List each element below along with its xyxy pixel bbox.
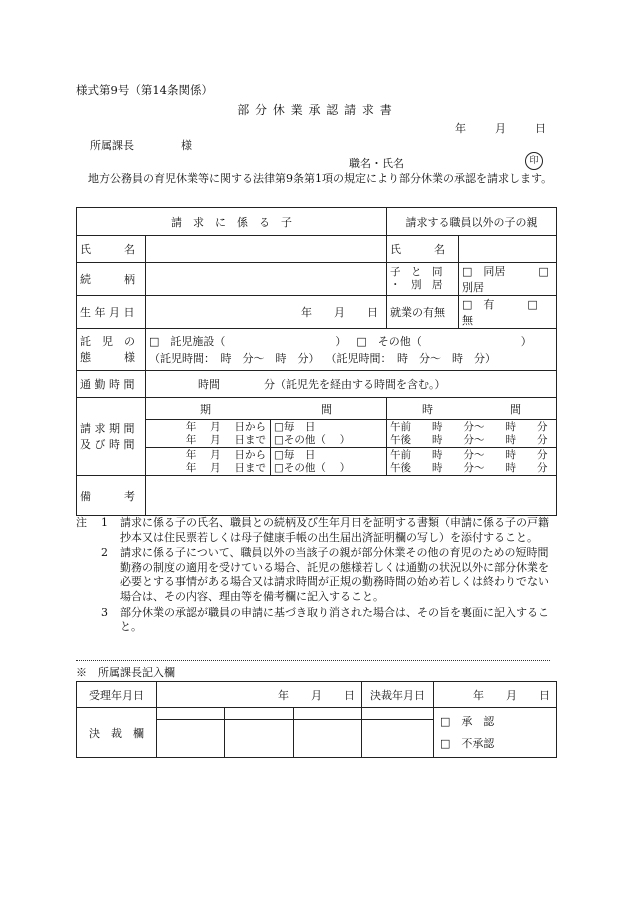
child-name-field[interactable] xyxy=(146,236,387,263)
cohabit-options[interactable]: □ 同居 □ 別居 xyxy=(459,263,557,296)
decision-date-label: 決裁年月日 xyxy=(362,682,434,708)
cohabit-label xyxy=(387,263,459,296)
received-field[interactable]: 年 月 日 xyxy=(157,682,362,708)
header-child: 請 求 に 係 る 子 xyxy=(77,208,387,236)
received-label: 受理年月日 xyxy=(77,682,157,708)
header-parent: 請求する職員以外の子の親 xyxy=(387,208,557,236)
notes-prefix: 注 xyxy=(76,516,87,529)
period-row-1-date[interactable]: 年 月 日から xyxy=(185,420,266,433)
remarks-field[interactable] xyxy=(146,476,557,516)
note-3-text: 部分休業の承認が職員の申請に基づき取り消された場合は、その旨を裏面に記入すること。 xyxy=(120,605,549,634)
reject-option[interactable]: □ 不承認 xyxy=(440,736,495,750)
parent-name-field[interactable] xyxy=(459,236,557,263)
care-field[interactable] xyxy=(146,329,557,371)
care-label-line2: 態 様 xyxy=(80,350,135,364)
decision-date-field[interactable]: 年 月 日 xyxy=(434,682,557,708)
note-2-num: 2 xyxy=(101,546,108,560)
care-facility-option[interactable]: □ 託児施設（ ） xyxy=(149,334,347,348)
care-other-option[interactable]: □ その他（ ） xyxy=(356,334,532,348)
note-1 xyxy=(76,516,556,545)
cohabit-label-line1: 子 と 同 xyxy=(390,266,443,278)
relation-field[interactable] xyxy=(146,263,387,296)
birth-label: 生 年 月 日 xyxy=(77,296,146,329)
divider-dotted xyxy=(76,660,550,661)
approval-stamp-4[interactable] xyxy=(362,720,434,758)
period-row-4-opt[interactable]: □その他（ ） xyxy=(274,461,351,474)
approval-stamp-4-title[interactable] xyxy=(362,708,434,720)
approve-option[interactable]: □ 承 認 xyxy=(440,714,495,728)
approval-stamp-3[interactable] xyxy=(294,720,362,758)
care-time-1: （託児時間： 時 分〜 時 分） xyxy=(149,351,320,365)
decision-options xyxy=(434,708,557,758)
period-row-2-date[interactable]: 年 月 日まで xyxy=(185,433,266,446)
period-row-3-opt[interactable]: □毎 日 xyxy=(274,448,316,461)
addressee-role: 所属課長 xyxy=(90,139,134,152)
parent-name-label: 氏 名 xyxy=(387,236,459,263)
date-year: 年 xyxy=(455,122,466,135)
period-header: 期 間 xyxy=(146,398,387,420)
date-month: 月 xyxy=(495,122,506,135)
period-row-2-opt[interactable]: □その他（ ） xyxy=(274,433,351,446)
employ-options[interactable]: □ 有 □ 無 xyxy=(459,296,557,329)
period-block-2 xyxy=(146,448,271,476)
cohabit-label-line2: ・ 別 居 xyxy=(390,279,443,291)
relation-label: 続 柄 xyxy=(77,263,146,296)
requester-label: 職名・氏名 xyxy=(349,157,404,170)
note-2-text: 請求に係る子について、職員以外の当該子の親が部分休業その他の育児のための短時間勤務の制度の適用を受けている場合、託児の態様若しくは通勤の状況以外に部分休業を必要とする事情がある場合又は請求時間が正規の勤務時間の始め若しくは終わりでない場合は、その内容、理由等を備考欄に記入すること。 xyxy=(120,546,549,603)
period-label xyxy=(77,398,146,476)
period-row-3-date[interactable]: 年 月 日から xyxy=(185,448,266,461)
period-row-1-opt[interactable]: □毎 日 xyxy=(274,420,316,433)
period-row-1-time[interactable]: 午前 時 分〜 時 分 xyxy=(390,420,548,433)
period-block-1-opts xyxy=(271,420,387,448)
seal-mark: 印 xyxy=(525,152,543,170)
period-row-2-time[interactable]: 午後 時 分〜 時 分 xyxy=(390,433,548,446)
date-day: 日 xyxy=(535,122,546,135)
birth-field[interactable]: 年 月 日 xyxy=(146,296,387,329)
period-row-3-time[interactable]: 午前 時 分〜 時 分 xyxy=(390,448,548,461)
approval-stamp-2-title[interactable] xyxy=(225,708,294,720)
supervisor-table xyxy=(76,681,557,758)
period-label-line1: 請 求 期 間 xyxy=(80,421,135,435)
period-label-line2: 及 び 時 間 xyxy=(80,437,135,451)
care-time-2: （託児時間： 時 分〜 時 分） xyxy=(325,351,496,365)
approval-stamp-1[interactable] xyxy=(157,720,225,758)
period-block-2-opts xyxy=(271,448,387,476)
approval-stamp-1-title[interactable] xyxy=(157,708,225,720)
note-1-num: 1 xyxy=(101,516,108,529)
date-line xyxy=(455,120,546,136)
form-number-label: 様式第9号（第14条関係） xyxy=(76,83,213,97)
care-label xyxy=(77,329,146,371)
note-1-text: 請求に係る子の氏名、職員との続柄及び生年月日を証明する書類（申請に係る子の戸籍抄本又は住民票若しくは母子健康手帳の出生届出済証明欄の写し）を添付すること。 xyxy=(120,516,549,544)
period-block-1 xyxy=(146,420,271,448)
supervisor-section-heading: ※ 所属課長記入欄 xyxy=(76,666,175,679)
employ-label: 就業の有無 xyxy=(387,296,459,329)
notes-section xyxy=(76,516,556,635)
period-block-2-time xyxy=(387,448,557,476)
period-row-4-time[interactable]: 午後 時 分〜 時 分 xyxy=(390,461,548,474)
child-name-label: 氏 名 xyxy=(77,236,146,263)
intro-text: 地方公務員の育児休業等に関する法律第9条第1項の規定により部分休業の承認を請求します。 xyxy=(88,172,553,185)
addressee-honorific: 様 xyxy=(181,139,192,152)
period-row-4-date[interactable]: 年 月 日まで xyxy=(185,461,266,474)
commute-field[interactable]: 時間 分（託児先を経由する時間を含む。） xyxy=(146,371,557,398)
addressee xyxy=(90,137,192,153)
approval-stamp-2[interactable] xyxy=(225,720,294,758)
approval-stamp-3-title[interactable] xyxy=(294,708,362,720)
decision-label: 決 裁 欄 xyxy=(77,708,157,758)
note-2 xyxy=(76,546,556,604)
care-label-line1: 託 児 の xyxy=(80,334,135,348)
period-block-1-time xyxy=(387,420,557,448)
note-3 xyxy=(76,606,556,635)
form-title: 部 分 休 業 承 認 請 求 書 xyxy=(237,103,393,117)
commute-label: 通 勤 時 間 xyxy=(77,371,146,398)
remarks-label: 備 考 xyxy=(77,476,146,516)
request-table xyxy=(76,207,560,516)
time-header: 時 間 xyxy=(387,398,557,420)
note-3-num: 3 xyxy=(101,605,108,619)
